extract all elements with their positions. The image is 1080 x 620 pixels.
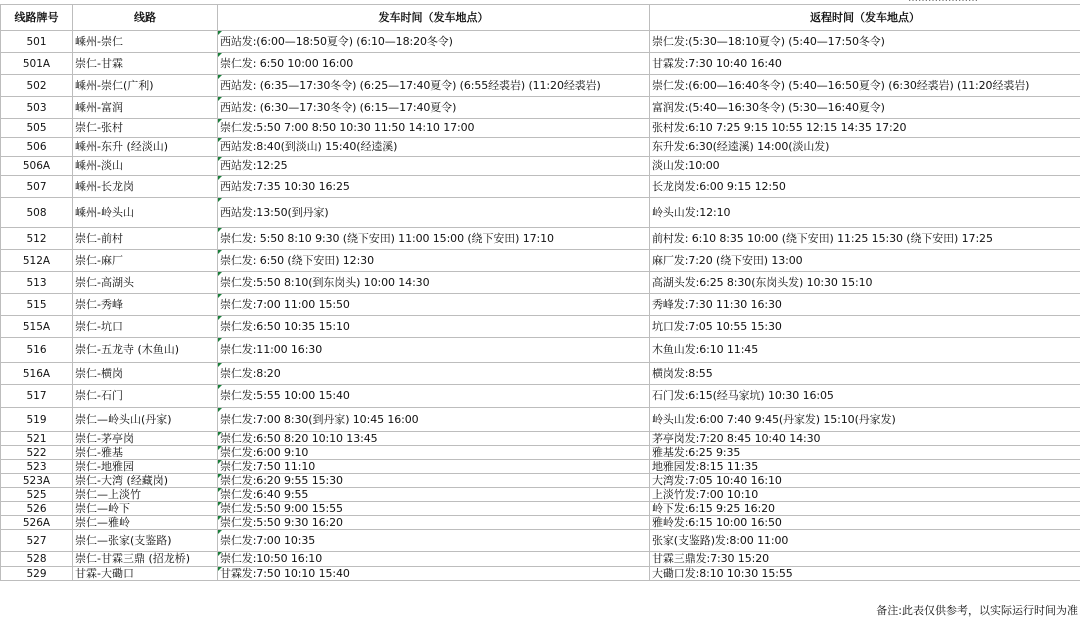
departure-time-cell: 西站发: (6:35—17:30冬令) (6:25—17:40夏令) (6:55经裘岩) (11:20经裘岩) (218, 75, 650, 97)
table-row (1, 363, 1080, 385)
return-time-cell: 石门发:6:15(经马家坑) 10:30 16:05 (650, 385, 1080, 408)
line-number-cell: 516 (1, 338, 73, 363)
departure-time-cell: 崇仁发:11:00 16:30 (218, 338, 650, 363)
route-cell: 崇仁-秀峰 (73, 294, 218, 316)
departure-time-cell: 崇仁发:6:40 9:55 (218, 488, 650, 502)
line-number-cell: 501A (1, 53, 73, 75)
table-row (1, 446, 1080, 460)
return-time-cell: 崇仁发:(6:00—16:40冬令) (5:40—16:50夏令) (6:30经裘岩) (11:20经裘岩) (650, 75, 1080, 97)
return-time-cell: 长龙岗发:6:00 9:15 12:50 (650, 176, 1080, 198)
departure-time-cell: 西站发:(6:00—18:50夏令) (6:10—18:20冬令) (218, 31, 650, 53)
route-cell: 崇仁-大湾 (经藏岗) (73, 474, 218, 488)
line-number-cell: 521 (1, 432, 73, 446)
line-number-cell: 501 (1, 31, 73, 53)
route-cell: 崇仁—张家(支鉴路) (73, 530, 218, 552)
return-time-cell: 甘霖发:7:30 10:40 16:40 (650, 53, 1080, 75)
departure-time-cell: 西站发:13:50(到丹家) (218, 198, 650, 228)
table-row (1, 552, 1080, 567)
route-cell: 崇仁-甘霖三鼎 (招龙桥) (73, 552, 218, 567)
line-number-cell: 515A (1, 316, 73, 338)
line-number-cell: 516A (1, 363, 73, 385)
line-number-cell: 506A (1, 157, 73, 176)
departure-time-cell: 崇仁发:7:00 11:00 15:50 (218, 294, 650, 316)
departure-time-cell: 崇仁发:5:50 9:00 15:55 (218, 502, 650, 516)
departure-time-cell: 崇仁发:7:00 10:35 (218, 530, 650, 552)
route-cell: 崇仁-张村 (73, 119, 218, 138)
route-cell: 崇仁—岭下 (73, 502, 218, 516)
table-row (1, 157, 1080, 176)
table-row (1, 75, 1080, 97)
table-row (1, 250, 1080, 272)
return-time-cell: 木鱼山发:6:10 11:45 (650, 338, 1080, 363)
table-row (1, 176, 1080, 198)
departure-time-cell: 崇仁发:10:50 16:10 (218, 552, 650, 567)
route-cell: 崇仁—雅岭 (73, 516, 218, 530)
return-time-cell: 横岗发:8:55 (650, 363, 1080, 385)
line-number-cell: 527 (1, 530, 73, 552)
table-row (1, 488, 1080, 502)
table-row (1, 432, 1080, 446)
table-row (1, 53, 1080, 75)
return-time-cell: 茅亭岗发:7:20 8:45 10:40 14:30 (650, 432, 1080, 446)
departure-time-cell: 西站发:7:35 10:30 16:25 (218, 176, 650, 198)
bus-schedule-table (0, 4, 1080, 581)
table-row (1, 228, 1080, 250)
line-number-cell: 513 (1, 272, 73, 294)
return-time-cell: 高湖头发:6:25 8:30(东岗头发) 10:30 15:10 (650, 272, 1080, 294)
route-cell: 崇仁—岭头山(丹家) (73, 408, 218, 432)
return-time-cell: 崇仁发:(5:30—18:10夏令) (5:40—17:50冬令) (650, 31, 1080, 53)
route-cell: 崇仁-横岗 (73, 363, 218, 385)
return-time-cell: 上淡竹发:7:00 10:10 (650, 488, 1080, 502)
line-number-cell: 506 (1, 138, 73, 157)
return-time-cell: 地雅园发:8:15 11:35 (650, 460, 1080, 474)
departure-time-cell: 崇仁发:8:20 (218, 363, 650, 385)
departure-time-cell: 崇仁发:6:00 9:10 (218, 446, 650, 460)
line-number-cell: 512 (1, 228, 73, 250)
table-row (1, 474, 1080, 488)
route-cell: 崇仁-雅基 (73, 446, 218, 460)
line-number-cell: 526A (1, 516, 73, 530)
line-number-cell: 517 (1, 385, 73, 408)
table-row (1, 119, 1080, 138)
header-row (1, 5, 1080, 31)
departure-time-cell: 甘霖发:7:50 10:10 15:40 (218, 567, 650, 581)
route-cell: 崇仁-高湖头 (73, 272, 218, 294)
table-row (1, 338, 1080, 363)
table-row (1, 408, 1080, 432)
header-route: 线路 (73, 5, 218, 31)
route-cell: 嵊州-淡山 (73, 157, 218, 176)
table-row (1, 198, 1080, 228)
return-time-cell: 坑口发:7:05 10:55 15:30 (650, 316, 1080, 338)
return-time-cell: 富润发:(5:40—16:30冬令) (5:30—16:40夏令) (650, 97, 1080, 119)
departure-time-cell: 崇仁发:6:50 8:20 10:10 13:45 (218, 432, 650, 446)
table-row (1, 502, 1080, 516)
line-number-cell: 523 (1, 460, 73, 474)
table-row (1, 516, 1080, 530)
route-cell: 崇仁-地雅园 (73, 460, 218, 474)
departure-time-cell: 崇仁发:6:50 10:35 15:10 (218, 316, 650, 338)
return-time-cell: 秀峰发:7:30 11:30 16:30 (650, 294, 1080, 316)
route-cell: 崇仁—上淡竹 (73, 488, 218, 502)
route-cell: 崇仁-石门 (73, 385, 218, 408)
header-return: 返程时间（发车地点） (650, 5, 1080, 31)
header-line-number: 线路牌号 (1, 5, 73, 31)
line-number-cell: 503 (1, 97, 73, 119)
route-cell: 嵊州-岭头山 (73, 198, 218, 228)
return-time-cell: 岭下发:6:15 9:25 16:20 (650, 502, 1080, 516)
line-number-cell: 522 (1, 446, 73, 460)
departure-time-cell: 崇仁发:5:50 7:00 8:50 10:30 11:50 14:10 17:00 (218, 119, 650, 138)
line-number-cell: 519 (1, 408, 73, 432)
line-number-cell: 515 (1, 294, 73, 316)
route-cell: 嵊州-东升 (经淡山) (73, 138, 218, 157)
departure-time-cell: 崇仁发:6:20 9:55 15:30 (218, 474, 650, 488)
route-cell: 崇仁-五龙寺 (木鱼山) (73, 338, 218, 363)
departure-time-cell: 崇仁发: 6:50 (绕下安田) 12:30 (218, 250, 650, 272)
route-cell: 崇仁-麻厂 (73, 250, 218, 272)
return-time-cell: 麻厂发:7:20 (绕下安田) 13:00 (650, 250, 1080, 272)
return-time-cell: 甘霖三鼎发:7:30 15:20 (650, 552, 1080, 567)
return-time-cell: 大磡口发:8:10 10:30 15:55 (650, 567, 1080, 581)
return-time-cell: 大湾发:7:05 10:40 16:10 (650, 474, 1080, 488)
route-cell: 崇仁-甘霖 (73, 53, 218, 75)
table-row (1, 316, 1080, 338)
table-row (1, 567, 1080, 581)
line-number-cell: 525 (1, 488, 73, 502)
table-row (1, 294, 1080, 316)
return-time-cell: 前村发: 6:10 8:35 10:00 (绕下安田) 11:25 15:30 (绕下安田) 17:25 (650, 228, 1080, 250)
departure-time-cell: 崇仁发:7:50 11:10 (218, 460, 650, 474)
departure-time-cell: 崇仁发: 5:50 8:10 9:30 (绕下安田) 11:00 15:00 (绕下安田) 17:10 (218, 228, 650, 250)
table-row (1, 31, 1080, 53)
return-time-cell: 岭头山发:6:00 7:40 9:45(丹家发) 15:10(丹家发) (650, 408, 1080, 432)
route-cell: 崇仁-前村 (73, 228, 218, 250)
line-number-cell: 529 (1, 567, 73, 581)
return-time-cell: 淡山发:10:00 (650, 157, 1080, 176)
route-cell: 嵊州-富润 (73, 97, 218, 119)
departure-time-cell: 西站发:8:40(到淡山) 15:40(经逵溪) (218, 138, 650, 157)
line-number-cell: 508 (1, 198, 73, 228)
line-number-cell: 507 (1, 176, 73, 198)
departure-time-cell: 崇仁发:5:55 10:00 15:40 (218, 385, 650, 408)
footnote: 备注:此表仅供参考，以实际运行时间为准 (876, 604, 1078, 617)
table-row (1, 460, 1080, 474)
line-number-cell: 505 (1, 119, 73, 138)
departure-time-cell: 崇仁发:5:50 8:10(到东岗头) 10:00 14:30 (218, 272, 650, 294)
line-number-cell: 526 (1, 502, 73, 516)
table-row (1, 530, 1080, 552)
departure-time-cell: 西站发: (6:30—17:30冬令) (6:15—17:40夏令) (218, 97, 650, 119)
departure-time-cell: 崇仁发:5:50 9:30 16:20 (218, 516, 650, 530)
table-row (1, 138, 1080, 157)
return-time-cell: 岭头山发:12:10 (650, 198, 1080, 228)
departure-time-cell: 崇仁发: 6:50 10:00 16:00 (218, 53, 650, 75)
return-time-cell: 东升发:6:30(经逵溪) 14:00(淡山发) (650, 138, 1080, 157)
return-time-cell: 张家(支鉴路)发:8:00 11:00 (650, 530, 1080, 552)
line-number-cell: 528 (1, 552, 73, 567)
table-row (1, 272, 1080, 294)
table-row (1, 385, 1080, 408)
return-time-cell: 雅岭发:6:15 10:00 16:50 (650, 516, 1080, 530)
line-number-cell: 523A (1, 474, 73, 488)
route-cell: 崇仁-茅亭岗 (73, 432, 218, 446)
route-cell: 嵊州-崇仁(广利) (73, 75, 218, 97)
route-cell: 甘霖-大磡口 (73, 567, 218, 581)
route-cell: 嵊州-长龙岗 (73, 176, 218, 198)
departure-time-cell: 西站发:12:25 (218, 157, 650, 176)
route-cell: 崇仁-坑口 (73, 316, 218, 338)
table-row (1, 97, 1080, 119)
line-number-cell: 502 (1, 75, 73, 97)
return-time-cell: 雅基发:6:25 9:35 (650, 446, 1080, 460)
return-time-cell: 张村发:6:10 7:25 9:15 10:55 12:15 14:35 17:20 (650, 119, 1080, 138)
line-number-cell: 512A (1, 250, 73, 272)
route-cell: 嵊州-崇仁 (73, 31, 218, 53)
header-departure: 发车时间（发车地点） (218, 5, 650, 31)
departure-time-cell: 崇仁发:7:00 8:30(到丹家) 10:45 16:00 (218, 408, 650, 432)
